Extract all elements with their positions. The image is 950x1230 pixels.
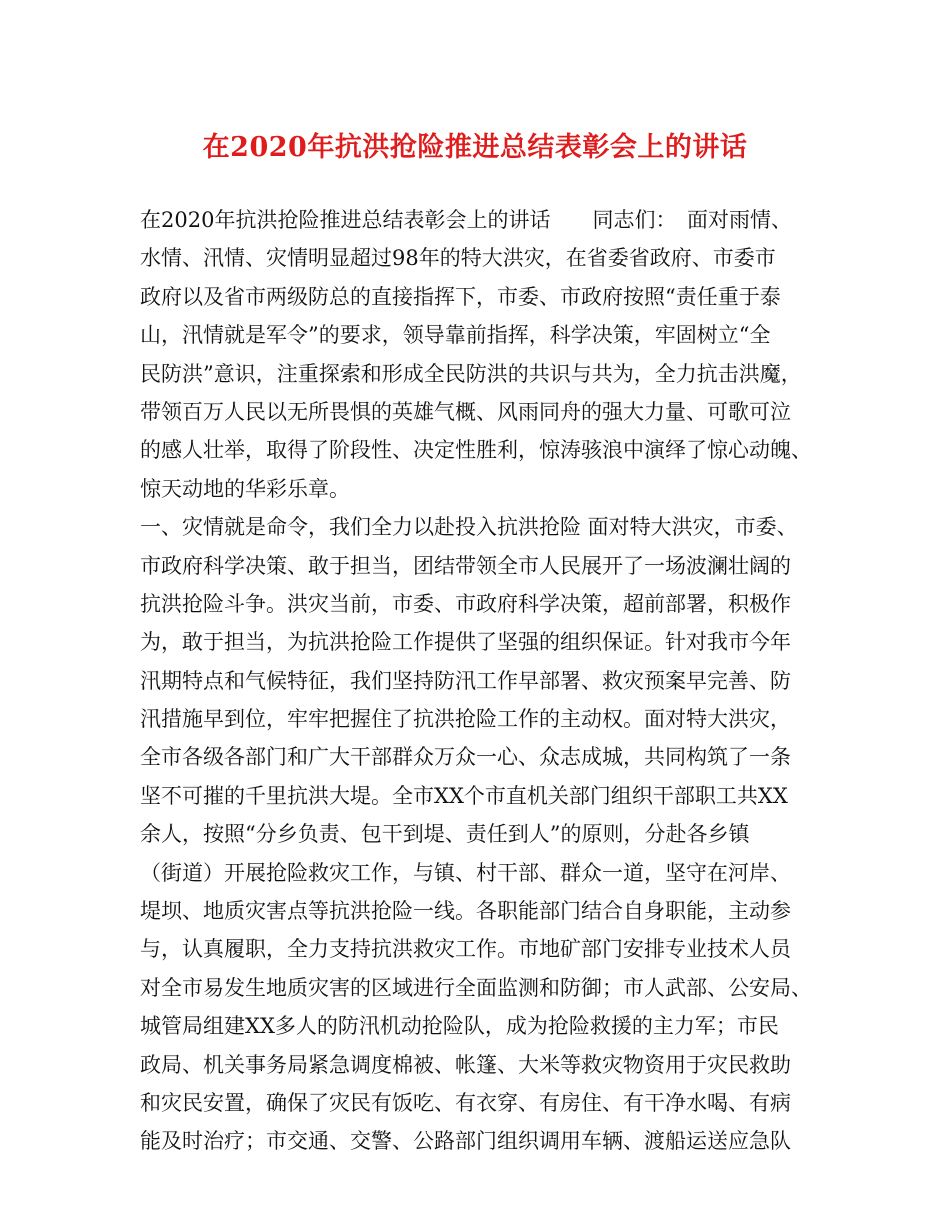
body-line: 能及时治疗；市交通、交警、公路部门组织调用车辆、渡船运送应急队	[140, 1129, 791, 1154]
body-line: 全市各级各部门和广大干部群众万众一心、众志成城，共同构筑了一条	[140, 745, 791, 770]
document-body	[140, 201, 820, 1161]
body-line: （街道）开展抢险救灾工作，与镇、村干部、群众一道，坚守在河岸、	[140, 860, 791, 885]
body-line: 汛期特点和气候特征，我们坚持防汛工作早部署、救灾预案早完善、防	[140, 668, 791, 693]
body-line: 市政府科学决策、敢于担当，团结带领全市人民展开了一场波澜壮阔的	[140, 553, 791, 578]
body-line: 和灾民安置，确保了灾民有饭吃、有衣穿、有房住、有干净水喝、有病	[140, 1090, 791, 1115]
body-line: 山，汛情就是军令”的要求，领导靠前指挥，科学决策，牢固树立“全	[140, 323, 771, 348]
body-line: 政府以及省市两级防总的直接指挥下，市委、市政府按照“责任重于泰	[140, 284, 781, 309]
body-line: 的感人壮举，取得了阶段性、决定性胜利，惊涛骇浪中演绎了惊心动魄、	[140, 438, 812, 463]
body-line: 为，敢于担当，为抗洪抢险工作提供了坚强的组织保证。针对我市今年	[140, 630, 791, 655]
body-line: 民防洪”意识，注重探索和形成全民防洪的共识与共为，全力抗击洪魔，	[140, 361, 802, 386]
body-line: 坚不可摧的千里抗洪大堤。全市XX个市直机关部门组织干部职工共XX	[140, 783, 788, 808]
body-line: 水情、汛情、灾情明显超过98年的特大洪灾，在省委省政府、市委市	[140, 246, 776, 271]
body-line: 带领百万人民以无所畏惧的英雄气概、风雨同舟的强大力量、可歌可泣	[140, 399, 791, 424]
document-title: 在2020年抗洪抢险推进总结表彰会上的讲话	[202, 132, 748, 163]
body-line: 抗洪抢险斗争。洪灾当前，市委、市政府科学决策，超前部署，积极作	[140, 591, 791, 616]
body-line: 一、灾情就是命令，我们全力以赴投入抗洪抢险 面对特大洪灾，市委、	[140, 515, 798, 540]
body-line: 与，认真履职，全力支持抗洪救灾工作。市地矿部门安排专业技术人员	[140, 937, 791, 962]
body-line: 惊天动地的华彩乐章。	[140, 476, 350, 501]
body-line: 余人，按照“分乡负责、包干到堤、责任到人”的原则，分赴各乡镇	[140, 822, 750, 847]
body-line: 对全市易发生地质灾害的区域进行全面监测和防御；市人武部、公安局、	[140, 975, 812, 1000]
body-line: 在2020年抗洪抢险推进总结表彰会上的讲话 同志们： 面对雨情、	[140, 208, 792, 232]
body-line: 堤坝、地质灾害点等抗洪抢险一线。各职能部门结合自身职能，主动参	[140, 899, 791, 924]
body-line: 政局、机关事务局紧急调度棉被、帐篷、大米等救灾物资用于灾民救助	[140, 1052, 791, 1077]
body-line: 城管局组建XX多人的防汛机动抢险队，成为抢险救援的主力军；市民	[140, 1014, 779, 1039]
body-line: 汛措施早到位，牢牢把握住了抗洪抢险工作的主动权。面对特大洪灾，	[140, 707, 791, 732]
